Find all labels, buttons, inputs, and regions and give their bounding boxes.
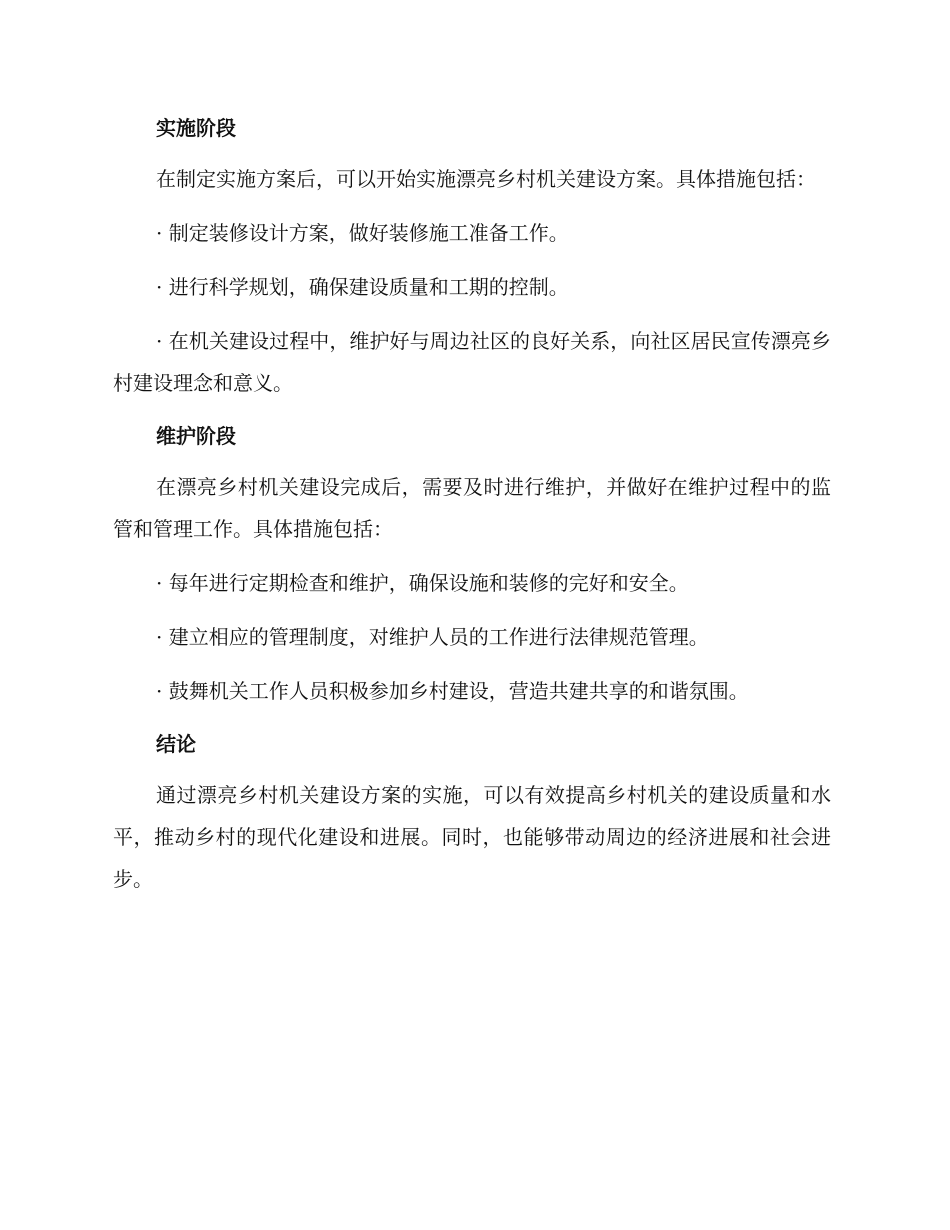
section-heading: 维护阶段: [156, 424, 236, 448]
bullet-item: · 在机关建设过程中，维护好与周边社区的良好关系，向社区居民宣传漂亮乡村建设理念和意义。: [113, 329, 831, 395]
bullet-item: · 鼓舞机关工作人员积极参加乡村建设，营造共建共享的和谐氛围。: [156, 679, 749, 703]
section-paragraph: 在漂亮乡村机关建设完成后，需要及时进行维护，并做好在维护过程中的监管和管理工作。具体措施包括：: [113, 475, 831, 541]
bullet-item: · 进行科学规划，确保建设质量和工期的控制。: [156, 275, 569, 299]
section-heading: 结论: [156, 732, 196, 756]
section-heading: 实施阶段: [156, 116, 236, 140]
section-paragraph: 通过漂亮乡村机关建设方案的实施，可以有效提高乡村机关的建设质量和水平，推动乡村的现代化建设和进展。同时，也能够带动周边的经济进展和社会进步。: [113, 783, 831, 891]
section-maintenance: [113, 416, 831, 712]
document-body: [113, 108, 831, 912]
bullet-item: · 每年进行定期检查和维护，确保设施和装修的完好和安全。: [156, 571, 689, 595]
bullet-item: · 制定装修设计方案，做好装修施工准备工作。: [156, 221, 569, 245]
section-paragraph: 在制定实施方案后，可以开始实施漂亮乡村机关建设方案。具体措施包括：: [156, 167, 816, 191]
section-conclusion: [113, 724, 831, 900]
section-implementation: [113, 108, 831, 404]
bullet-item: · 建立相应的管理制度，对维护人员的工作进行法律规范管理。: [156, 625, 709, 649]
